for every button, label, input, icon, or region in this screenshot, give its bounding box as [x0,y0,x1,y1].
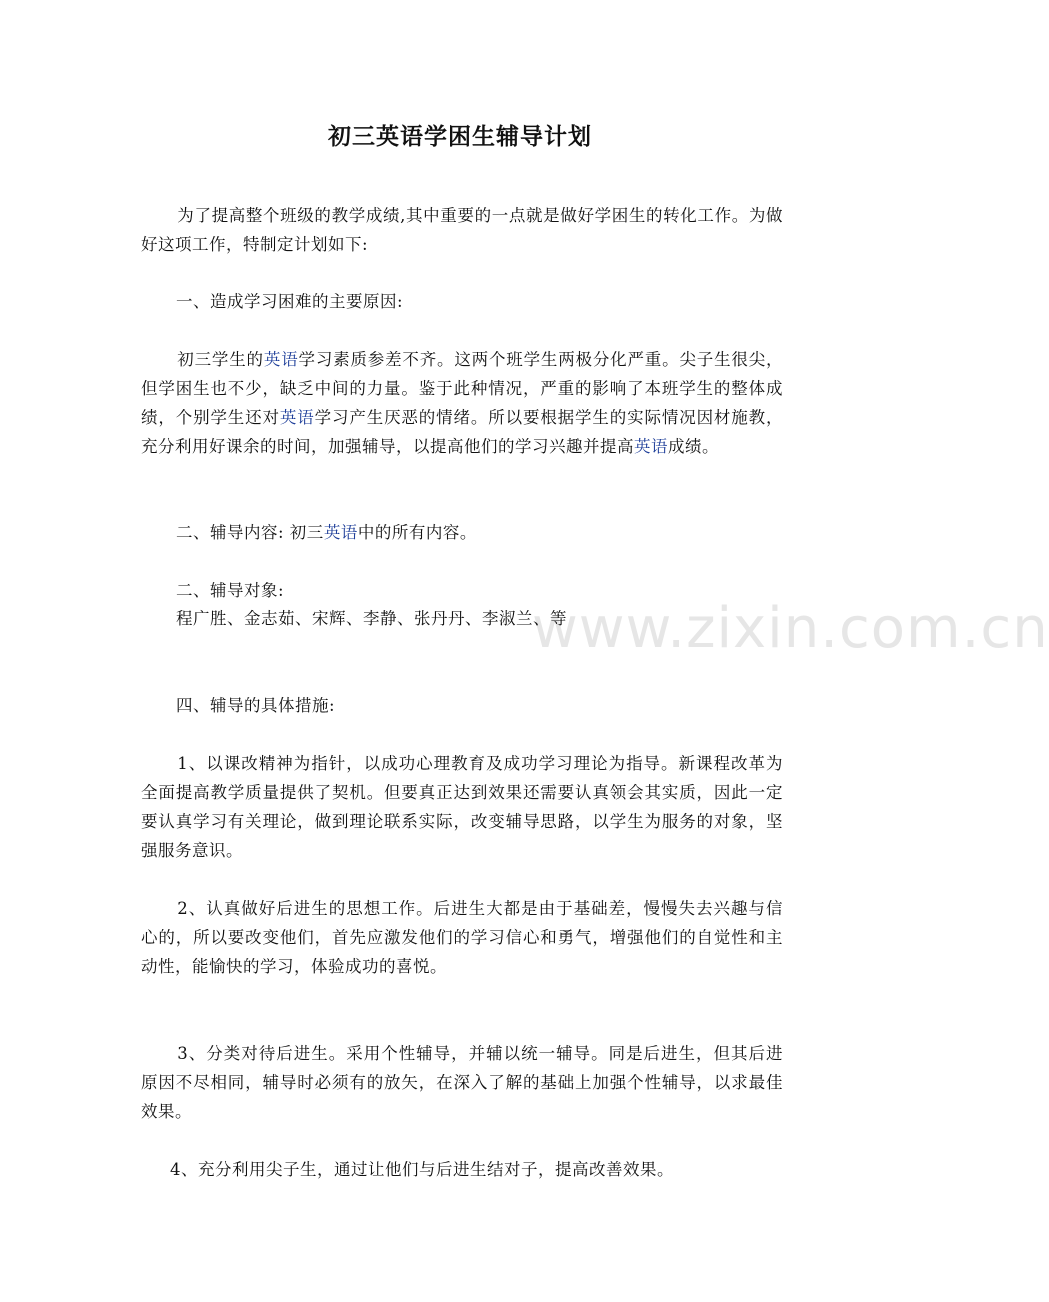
measure-item-2: 2、认真做好后进生的思想工作。后进生大都是由于基础差，慢慢失去兴趣与信心的，所以要改变他们，首先应激发他们的学习信心和勇气，增强他们的自觉性和主动性，能愉快的学习，体验成功的喜悦。 [141,899,783,976]
section1-text-part1: 初三学生的 [177,350,264,369]
page-title: 初三英语学困生辅导计划 [328,123,592,150]
intro-paragraph: 为了提高整个班级的教学成绩,其中重要的一点就是做好学困生的转化工作。为做好这项工作，特制定计划如下: [141,206,783,254]
measure-item-4: 4、充分利用尖子生，通过让他们与后进生结对子，提高改善效果。 [170,1160,674,1179]
section2-suffix: 中的所有内容。 [357,523,477,542]
section3-heading: 二、辅导对象: [176,581,285,600]
english-link-4[interactable]: 英语 [323,523,358,542]
section1-heading: 一、造成学习困难的主要原因: [176,292,404,311]
measure-item-1: 1、以课改精神为指针，以成功心理教育及成功学习理论为指导。新课程改革为全面提高教学质量提供了契机。但要真正达到效果还需要认真领会其实质，因此一定要认真学习有关理论，做到理论联系实际，改变辅导思路，以学生为服务的对象，坚强服务意识。 [141,754,783,860]
student-list: 程广胜、金志茹、宋辉、李静、张丹丹、李淑兰、等 [176,609,567,628]
english-link-2[interactable]: 英语 [279,408,315,427]
section1-paragraph [141,345,783,461]
section2-prefix: 二、辅导内容: 初三 [176,523,324,542]
english-link-3[interactable]: 英语 [634,437,668,456]
section4-heading: 四、辅导的具体措施: [176,696,336,715]
section1-text-part3: 学习产生厌恶的情绪。所以要根据学生的实际情况因材施教，充分利用好课余的时间，加强辅导，以提高他们的学习兴趣并提高 [141,408,784,456]
measure-item-3: 3、分类对待后进生。采用个性辅导，并辅以统一辅导。同是后进生，但其后进原因不尽相同，辅导时必须有的放矢，在深入了解的基础上加强个性辅导，以求最佳效果。 [141,1044,783,1121]
section2-line [176,518,477,547]
section1-text-part2: 学习素质参差不齐。这两个班学生两极分化严重。尖子生很尖，但学困生也不少，缺乏中间的力量。鉴于此种情况，严重的影响了本班学生的整体成绩，个别学生还对 [141,350,784,427]
english-link-1[interactable]: 英语 [263,350,299,369]
watermark: www.zixin.com.cn [532,596,1049,661]
section1-text-part4: 成绩。 [668,437,719,456]
